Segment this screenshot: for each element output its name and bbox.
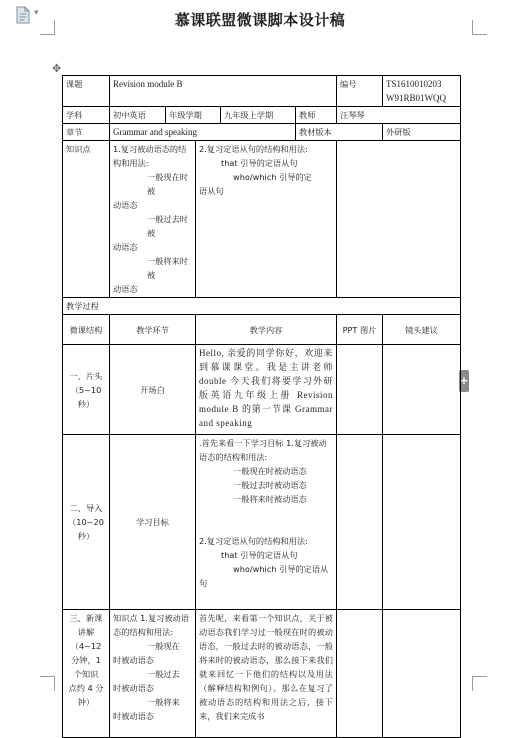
- row-ppt: [337, 610, 383, 738]
- knowledge-1-item: 动语态: [113, 242, 138, 252]
- row-ppt: [337, 435, 383, 610]
- structure-line: 讲解: [77, 627, 95, 637]
- knowledge-1-item: 动语态: [113, 200, 138, 210]
- edition-value: 外研版: [383, 124, 461, 141]
- topic-value: Revision module B: [110, 76, 337, 107]
- knowledge-point-1: [110, 141, 196, 298]
- structure-line: 点约 4 分: [68, 683, 104, 693]
- structure-line: 秒）: [77, 398, 95, 409]
- content-heading: .首先来看一下学习目标 1.复习被动语态的结构和用法:: [199, 438, 327, 462]
- chapter-label: 章节: [63, 124, 110, 141]
- grade-value: 九年级上学期: [221, 107, 296, 124]
- structure-line: （10~20: [68, 517, 104, 527]
- content-item: who/which 引导的定语从: [233, 564, 329, 574]
- page-corner-bottom-right: [472, 676, 487, 691]
- table-row: [63, 435, 461, 610]
- subject-value: 初中英语: [110, 107, 166, 124]
- info-row-knowledge: [63, 141, 461, 298]
- step-item: 时被动语态: [113, 683, 154, 693]
- structure-line: （5~10: [70, 384, 102, 395]
- content-item: that 引导的定语从句: [221, 550, 298, 560]
- script-design-table: [62, 75, 461, 738]
- step-item: 一般现在: [147, 641, 180, 651]
- grade-label: 年级学期: [166, 107, 221, 124]
- row-structure: [63, 435, 110, 610]
- knowledge-1-item: 动语态: [113, 284, 138, 294]
- structure-line: 分钟，1: [71, 655, 101, 665]
- structure-line: （4~12: [70, 641, 102, 651]
- knowledge-2-item: who/which 引导的定: [233, 172, 312, 182]
- code-value-line1: TS1610010203: [386, 79, 442, 89]
- col-header-shot: 镜头建议: [383, 315, 461, 345]
- step-item: 一般过去: [147, 669, 180, 679]
- structure-line: 一、片头: [69, 370, 103, 381]
- knowledge-empty-cell: [337, 141, 461, 298]
- row-content: 首先呢，来看第一个知识点，关于被动语态我们学习过一般现在时的被动语态，一般过去时的被动语态，一般将来时的被动语态，那么接下来我们就来回忆一下他们的结构以及用法（解释结构和例句）。那么在复习了被动语态的结构和用法之后，接下来，我们来完成书: [196, 610, 337, 738]
- chevron-down-icon[interactable]: ▾: [34, 8, 39, 18]
- row-ppt: [337, 345, 383, 435]
- info-row-chapter: [63, 124, 461, 141]
- knowledge-1-item: 一般将来时被: [147, 256, 188, 280]
- content-item: 一般现在时被动语态: [233, 466, 307, 476]
- topic-label: 课题: [63, 76, 110, 107]
- row-content: Hello, 亲爱的同学你好，欢迎来到慕课课堂。我是主讲老师 double 今天我们将要学习外研版英语九年级上册 Revision module B 的第一节课 Grammar and speaking: [196, 345, 337, 435]
- code-value: [383, 76, 461, 107]
- col-header-structure: 微课结构: [63, 315, 110, 345]
- code-label: 编号: [337, 76, 383, 107]
- step-item: 一般将来: [147, 697, 180, 707]
- structure-line: 三、新课: [69, 613, 103, 623]
- knowledge-1-heading: 1.复习被动语态的结构和用法:: [113, 144, 187, 168]
- document-title: 慕课联盟微课脚本设计稿: [174, 11, 346, 29]
- teacher-label: 教师: [296, 107, 337, 124]
- step-item: 时被动语态: [113, 711, 154, 721]
- structure-line: 秒）: [77, 531, 95, 541]
- knowledge-1-item: 一般过去时被: [147, 214, 188, 238]
- row-step: 开场白: [110, 345, 196, 435]
- structure-line: 个知识: [73, 669, 99, 679]
- edition-label: 教材版本: [296, 124, 383, 141]
- knowledge-label: 知识点: [63, 141, 110, 298]
- row-structure: [63, 345, 110, 435]
- row-shot: [383, 435, 461, 610]
- page-corner-bottom-left: [40, 676, 55, 691]
- code-value-line2: W91RB01WQQ: [386, 93, 446, 103]
- process-label: 教学过程: [63, 298, 461, 315]
- content-item: 句: [199, 578, 208, 588]
- process-label-row: [63, 298, 461, 315]
- col-header-ppt: PPT 图片: [337, 315, 383, 345]
- column-header-row: [63, 315, 461, 345]
- info-row-topic: [63, 76, 461, 107]
- subject-label: 学科: [63, 107, 110, 124]
- row-step: [110, 610, 196, 738]
- content-item: 一般将来时被动语态: [233, 494, 307, 504]
- table-move-handle-icon[interactable]: ✥: [52, 62, 62, 75]
- content-heading: 2.复习定语从句的结构和用法:: [199, 536, 308, 546]
- knowledge-2-item: 语从句: [199, 186, 224, 196]
- row-structure: [63, 610, 110, 738]
- col-header-step: 教学环节: [110, 315, 196, 345]
- table-row: [63, 345, 461, 435]
- structure-line: 二、导入: [69, 503, 103, 513]
- table-row: [63, 610, 461, 738]
- structure-line: 钟）: [77, 697, 95, 707]
- expand-handle-icon[interactable]: +: [459, 370, 469, 392]
- teacher-value: 汪琴琴: [337, 107, 461, 124]
- row-step: 学习目标: [110, 435, 196, 610]
- step-heading: 知识点 1.复习被动语态的结构和用法:: [113, 613, 189, 637]
- row-shot: [383, 345, 461, 435]
- info-row-subject: [63, 107, 461, 124]
- content-item: 一般过去时被动语态: [233, 480, 307, 490]
- knowledge-2-heading: 2.复习定语从句的结构和用法:: [199, 144, 308, 154]
- step-item: 时被动语态: [113, 655, 154, 665]
- chapter-value: Grammar and speaking: [110, 124, 296, 141]
- row-shot: [383, 610, 461, 738]
- col-header-content: 教学内容: [196, 315, 337, 345]
- knowledge-1-item: 一般现在时被: [147, 172, 188, 196]
- knowledge-2-item: that 引导的定语从句: [221, 158, 298, 168]
- knowledge-point-2: [196, 141, 337, 298]
- row-content: [196, 435, 337, 610]
